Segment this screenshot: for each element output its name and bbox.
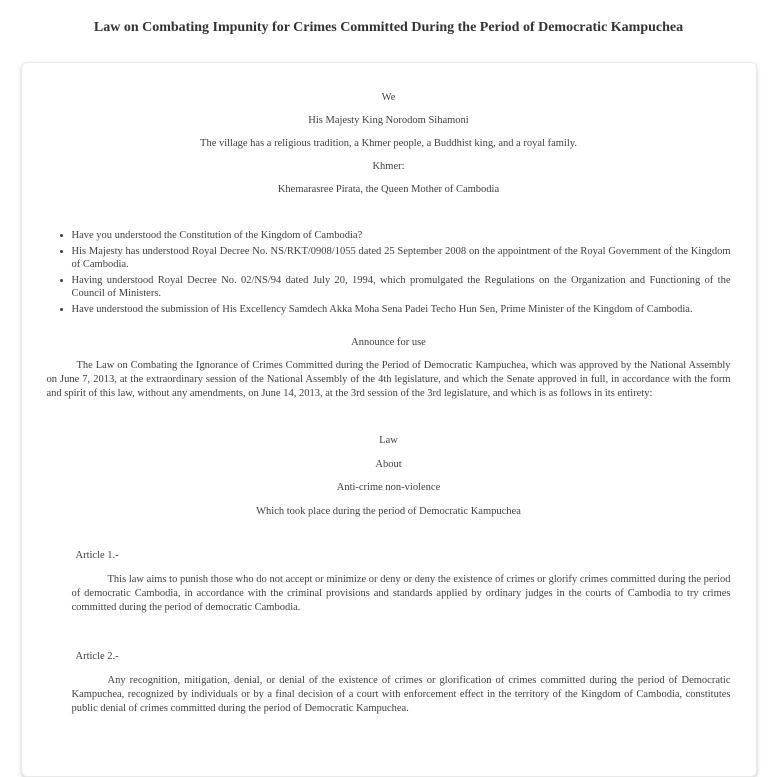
article-1 [72,549,731,615]
royal-preamble-line: Khemarasree Pirata, the Queen Mother of Cambodia [277,184,500,195]
article-body: This law aims to punish those who do not accept or minimize or deny or deny the existence of crimes or glorify crimes committed during the period of democratic Cambodia, in accordance with the criminal provisions and standards applied by ordinary judges in the courts of Cambodia to try crimes committed during the period of democratic Cambodia. [71,573,731,613]
royal-preamble [47,91,731,197]
royal-preamble-line: The village has a religious tradition, a Khmer people, a Buddhist king, and a royal family. [200,138,577,149]
law-title-line: About [375,458,402,470]
law-title-block [47,434,731,519]
royal-preamble-line: His Majesty King Norodom Sihamoni [308,115,469,126]
law-title-line: Anti-crime non-violence [336,482,441,493]
promulgation-paragraph: The Law on Combating the Ignorance of Crimes Committed during the Period of Democratic Kampuchea, which was approved by the National Assembly on June 7, 2013, at the extraordinary session of the National Assembly of the 4th legislature, and which the Senate approved in full, in accordance with the form and spirit of this law, without any amendments, on June 14, 2013, at the 3rd session of the 3rd legislature, and which is as follows in its entirety: [46,360,731,399]
recital-item: • Have understood the submission of His Excellency Samdech Akka Moha Sena Padei Techo Hun Sen, Prime Minister of the Kingdom of Cambodia. [72,303,731,317]
recital-item: • Have you understood the Constitution of the Kingdom of Cambodia? [72,229,731,243]
recitals-list [47,229,731,316]
recital-item: • His Majesty has understood Royal Decree No. NS/RKT/0908/1055 dated 25 September 2008 on the appointment of the Royal Government of the Kingdom of Cambodia. [72,245,731,272]
article-body: Any recognition, mitigation, denial, or denial of the existence of crimes or glorification of crimes committed during the period of Democratic Kampuchea, recognized by individuals or by a final decision of a court with enforcement effect in the territory of the Kingdom of Cambodia, constitutes public denial of crimes committed during the period of Democratic Kampuchea. [71,674,731,714]
recital-item: • Having understood Royal Decree No. 02/NS/94 dated July 20, 1994, which promulgated the Regulations on the Organization and Functioning of the Council of Ministers. [72,274,731,301]
document-card [21,62,757,777]
page-title: Law on Combating Impunity for Crimes Committed During the Period of Democratic Kampuchea [93,20,684,35]
article-heading: Article 1.- [75,549,119,561]
law-title-line: Which took place during the period of Democratic Kampuchea [256,505,521,517]
promulgation-heading: Announce for use [351,337,426,348]
article-heading: Article 2.- [75,650,119,662]
royal-preamble-line: Khmer: [372,161,405,172]
article-2 [72,650,731,716]
royal-preamble-line: We [381,92,396,103]
law-title-line: Law [379,435,398,446]
